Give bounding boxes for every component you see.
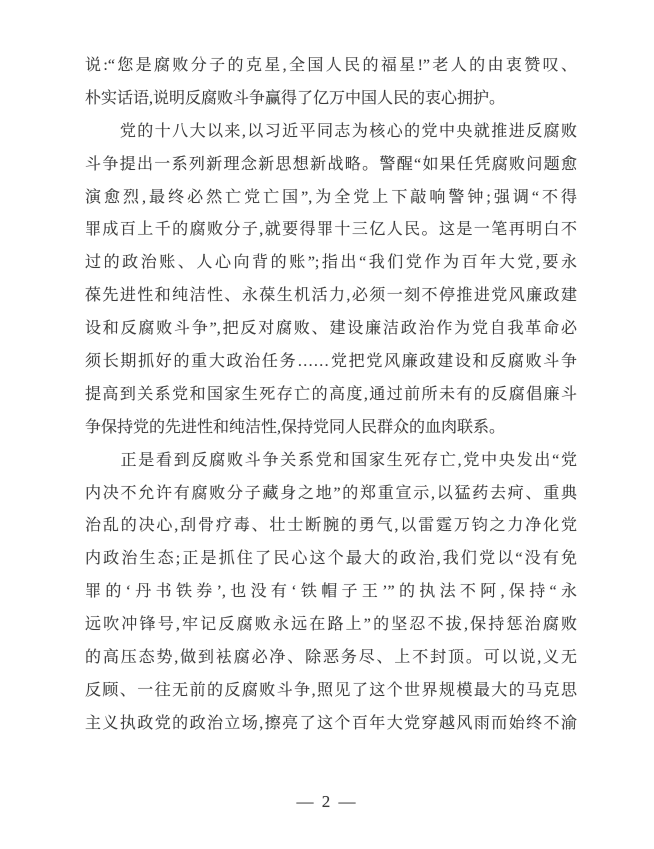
text-line: 远吹冲锋号,牢记反腐败永远在路上”的坚忍不拔,保持惩治腐败 xyxy=(85,616,577,634)
page-number: — 2 — xyxy=(296,792,358,811)
text-line: 须长期抓好的重大政治任务……党把党风廉政建设和反腐败斗争 xyxy=(85,353,577,371)
text-line: 过的政治账、人心向背的账”;指出“我们党作为百年大党,要永 xyxy=(85,254,577,272)
text-line: 演愈烈,最终必然亡党亡国”,为全党上下敲响警钟;强调“不得 xyxy=(85,188,577,206)
text-line: 的高压态势,做到袪腐必净、除恶务尽、上不封顶。可以说,义无 xyxy=(85,649,577,667)
text-line: 说:“您是腐败分子的克星,全国人民的福星!”老人的由衷赞叹、 xyxy=(85,57,577,74)
text-line: 葆先进性和纯洁性、永葆生机活力,必须一刻不停推进党风廉政建 xyxy=(85,287,577,305)
text-line: 反顾、一往无前的反腐败斗争,照见了这个世界规模最大的马克思 xyxy=(85,681,577,699)
text-line: 争保持党的先进性和纯洁性,保持党同人民群众的血肉联系。 xyxy=(85,418,506,436)
text-line: 罪成百上千的腐败分子,就要得罪十三亿人民。这是一笔再明白不 xyxy=(85,221,577,239)
text-line: 斗争提出一系列新理念新思想新战略。警醒“如果任凭腐败问题愈 xyxy=(85,155,577,173)
text-line: 朴实话语,说明反腐败斗争赢得了亿万中国人民的衷心拥护。 xyxy=(85,89,506,107)
text-line: 设和反腐败斗争”,把反对腐败、建设廉洁政治作为党自我革命必 xyxy=(85,320,577,338)
text-line: 内决不允许有腐败分子藏身之地”的郑重宣示,以猛药去疴、重典 xyxy=(85,484,577,502)
document-body xyxy=(85,50,577,741)
text-line: 内政治生态;正是抓住了民心这个最大的政治,我们党以“没有免 xyxy=(85,550,577,568)
text-line: 治乱的决心,刮骨疗毒、壮士断腕的勇气,以雷霆万钧之力净化党 xyxy=(85,517,577,535)
text-line: 主义执政党的政治立场,擦亮了这个百年大党穿越风雨而始终不渝 xyxy=(85,714,577,732)
page-footer xyxy=(0,792,654,812)
text-line: 罪的‘丹书铁券’,也没有‘铁帽子王’”的执法不阿,保持“永 xyxy=(85,583,577,601)
text-line: 正是看到反腐败斗争关系党和国家生死存亡,党中央发出“党 xyxy=(85,451,577,469)
text-line: 提高到关系党和国家生死存亡的高度,通过前所未有的反腐倡廉斗 xyxy=(85,385,577,403)
text-line: 党的十八大以来,以习近平同志为核心的党中央就推进反腐败 xyxy=(85,122,577,140)
